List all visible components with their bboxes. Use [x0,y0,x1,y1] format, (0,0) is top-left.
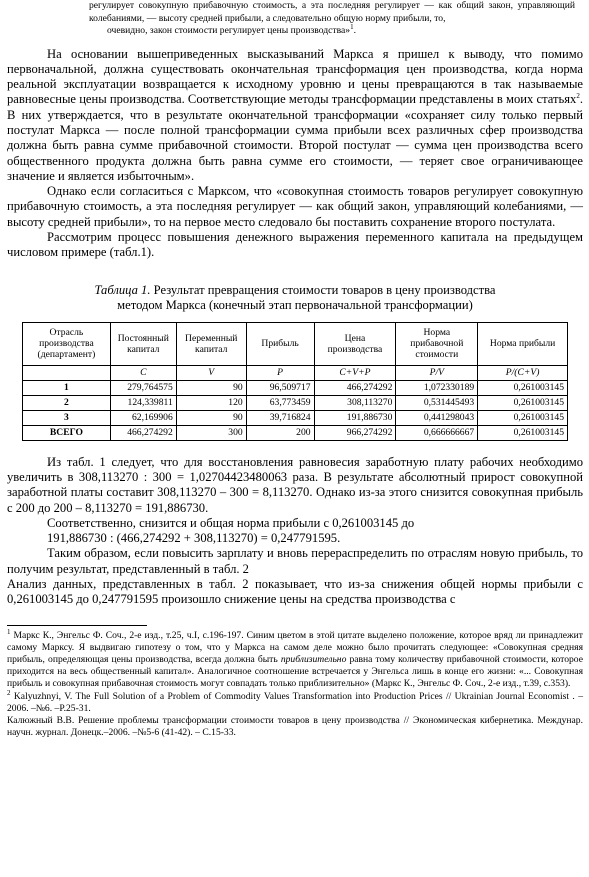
table-caption-label: Таблица 1. [94,282,151,297]
block-quote [89,0,575,38]
paragraph-3: Рассмотрим процесс повышения денежного выражения переменного капитала на предыдущем числовом примере (табл.1). [7,230,583,260]
symbol-cell [23,365,111,380]
header-production-price: Цена производства [314,322,396,365]
footnote-ref-2: 2 [576,92,580,101]
table-symbol-row [23,365,568,380]
data-table [22,322,568,441]
table-cell: 200 [246,425,314,440]
header-profit: Прибыль [246,322,314,365]
table-cell: 966,274292 [314,425,396,440]
table-cell: 0,666666667 [396,425,478,440]
header-constant-capital: Постоянный капитал [110,322,176,365]
table-cell: 62,169906 [110,410,176,425]
table-cell: 39,716824 [246,410,314,425]
table-cell: 0,441298043 [396,410,478,425]
table-caption-text: Результат превращения стоимости товаров в цену производства [150,282,496,297]
table-cell: 0,261003145 [478,380,568,395]
table-cell: 0,261003145 [478,425,568,440]
table-row [23,380,568,395]
quote-line-2-text: очевидно, закон стоимости регулирует цены производства» [107,25,351,36]
symbol-cell: P/(C+V) [478,365,568,380]
table-cell: 120 [176,395,246,410]
table-header-row [23,322,568,365]
table-row [23,410,568,425]
paragraph-5b: 191,886730 : (466,274292 + 308,113270) = 0,247791595. [47,531,341,546]
footnote-1-a: Маркс К., Энгельс Ф. Соч., 2-е изд., т.25, ч.I, с.196-197. Синим цветом в этой цитате выделено положение, которое вряд ли принадлежит самому Марксу. Я выдвигаю гипотезу о том, что у Маркса на самом деле можно было прочитать следующее: «Совокупная средняя прибыль, определяющая цены производства, всегда должна быть [7,629,583,666]
footnote-2 [7,688,583,715]
footnote-1-b: равна тому количеству прибавочной стоимости, которое приходится на весь общественный капитал». Аналогичное соотношение встречается у Энгельса лишь в конце его жизни: «... Совокупная прибыль и совокупная прибавочная стоимость могут совпадать только приблизительно» (Маркс К., Энгельс Ф. Соч., 2-е изд., т.39, с.353). [7,654,583,690]
footnote-1-number: 1 [7,627,11,636]
symbol-cell: V [176,365,246,380]
table-cell: 466,274292 [314,380,396,395]
paragraph-1-a: На основании вышеприведенных высказываний Маркса я пришел к выводу, что помимо первоначальной, должна существовать окончательная трансформация цен производства, когда норма реальной эксплуатации возвращается к исходному уровню и цены превращаются в так называемые равновесные цены производства. Соответствующие методы трансформации представлены в моих статьях [7,46,583,107]
paragraph-1-b: . В них утверждается, что в результате окончательной трансформации «сохраняет силу только первый постулат Маркса — после полной трансформации сумма прибыли всех различных сфер производства должна быть равна сумме прибавочной стоимости. Второй постулат — сумма цен производства всего общественного продукта должна быть равна сумме его стоимости, — теряет свое ограничивающее значение и является избыточным». [7,92,583,183]
table-caption [7,283,583,313]
table-cell: 0,261003145 [478,395,568,410]
table-cell: 191,886730 [314,410,396,425]
table-cell: 300 [176,425,246,440]
footnote-ref-1: 1 [350,22,354,31]
footnote-1-emphasis: приблизительно [280,654,347,666]
footnote-3: Калюжный В.В. Решение проблемы трансформации стоимости товаров в цену производства // Экономическая кибернетика. Междунар. научн. журнал. Донецк.–2006. –№5-6 (41-42). – С.15-33. [7,715,583,739]
symbol-cell: P [246,365,314,380]
table-cell: 279,764575 [110,380,176,395]
row-label: 2 [23,395,111,410]
page [7,0,583,739]
footnote-2-text: Kalyuzhnyi, V. The Full Solution of a Problem of Commodity Values Transformation into Production Prices // Ukrainian Journal Economist . –2006. –№6. –P.25-31. [7,690,583,714]
header-surplus-rate: Норма прибавочной стоимости [396,322,478,365]
table-row [23,395,568,410]
symbol-cell: P/V [396,365,478,380]
paragraph-2: Однако если согласиться с Марксом, что «совокупная стоимость товаров регулирует совокупную прибавочную стоимость, а эта последняя регулирует — как общий закон, управляющий колебаниями, — высоту средней прибыли», то на первое место следовало бы поставить сохранение второго постулата. [7,184,583,229]
header-variable-capital: Переменный капитал [176,322,246,365]
table-cell: 0,261003145 [478,410,568,425]
footnote-1 [7,627,583,691]
table-cell: 0,531445493 [396,395,478,410]
table-caption-line-2: методом Маркса (конечный этап первоначальной трансформации) [117,297,473,312]
table-total-row [23,425,568,440]
table-cell: 90 [176,380,246,395]
quote-line-2 [89,22,575,38]
header-profit-rate: Норма прибыли [478,322,568,365]
row-label: 3 [23,410,111,425]
table-cell: 466,274292 [110,425,176,440]
paragraph-7: Анализ данных, представленных в табл. 2 показывает, что из-за снижения общей нормы прибыли с 0,261003145 до 0,247791595 произошло снижение цены на средства производства с [7,577,583,607]
table-cell: 1,072330189 [396,380,478,395]
footnote-2-number: 2 [7,688,11,697]
row-label: ВСЕГО [23,425,111,440]
table-cell: 96,509717 [246,380,314,395]
footnote-separator [7,625,147,626]
table-cell: 308,113270 [314,395,396,410]
table-cell: 63,773459 [246,395,314,410]
row-label: 1 [23,380,111,395]
quote-line-1: регулирует совокупную прибавочную стоимость, а эта последняя регулирует — как общий закон, управляющий колебаниями, — высоту средней прибыли, а следовательно общую норму прибыли, то, [89,0,575,24]
header-department: Отрасль производства (департамент) [23,322,111,365]
quote-line-2-end: . [353,25,356,36]
paragraph-6: Таким образом, если повысить зарплату и вновь перераспределить по отраслям новую прибыль, то получим результат, представленный в табл. 2 [7,546,583,576]
paragraph-5a: Соответственно, снизится и общая норма прибыли с 0,261003145 до [47,515,415,530]
table-cell: 90 [176,410,246,425]
paragraph-4: Из табл. 1 следует, что для восстановления равновесия заработную плату рабочих необходимо увеличить в 308,113270 : 300 = 1,02704423480063 раза. В результате абсолютный прирост совокупной заработной платы составит 308,113270 – 300 = 8,113270. Однако из-за этого снизится совокупная прибыль с 200 до 200 – 8,113270 = 191,886730. [7,454,583,515]
table-cell: 124,339811 [110,395,176,410]
symbol-cell: C [110,365,176,380]
paragraph-1 [7,47,583,185]
symbol-cell: C+V+P [314,365,396,380]
